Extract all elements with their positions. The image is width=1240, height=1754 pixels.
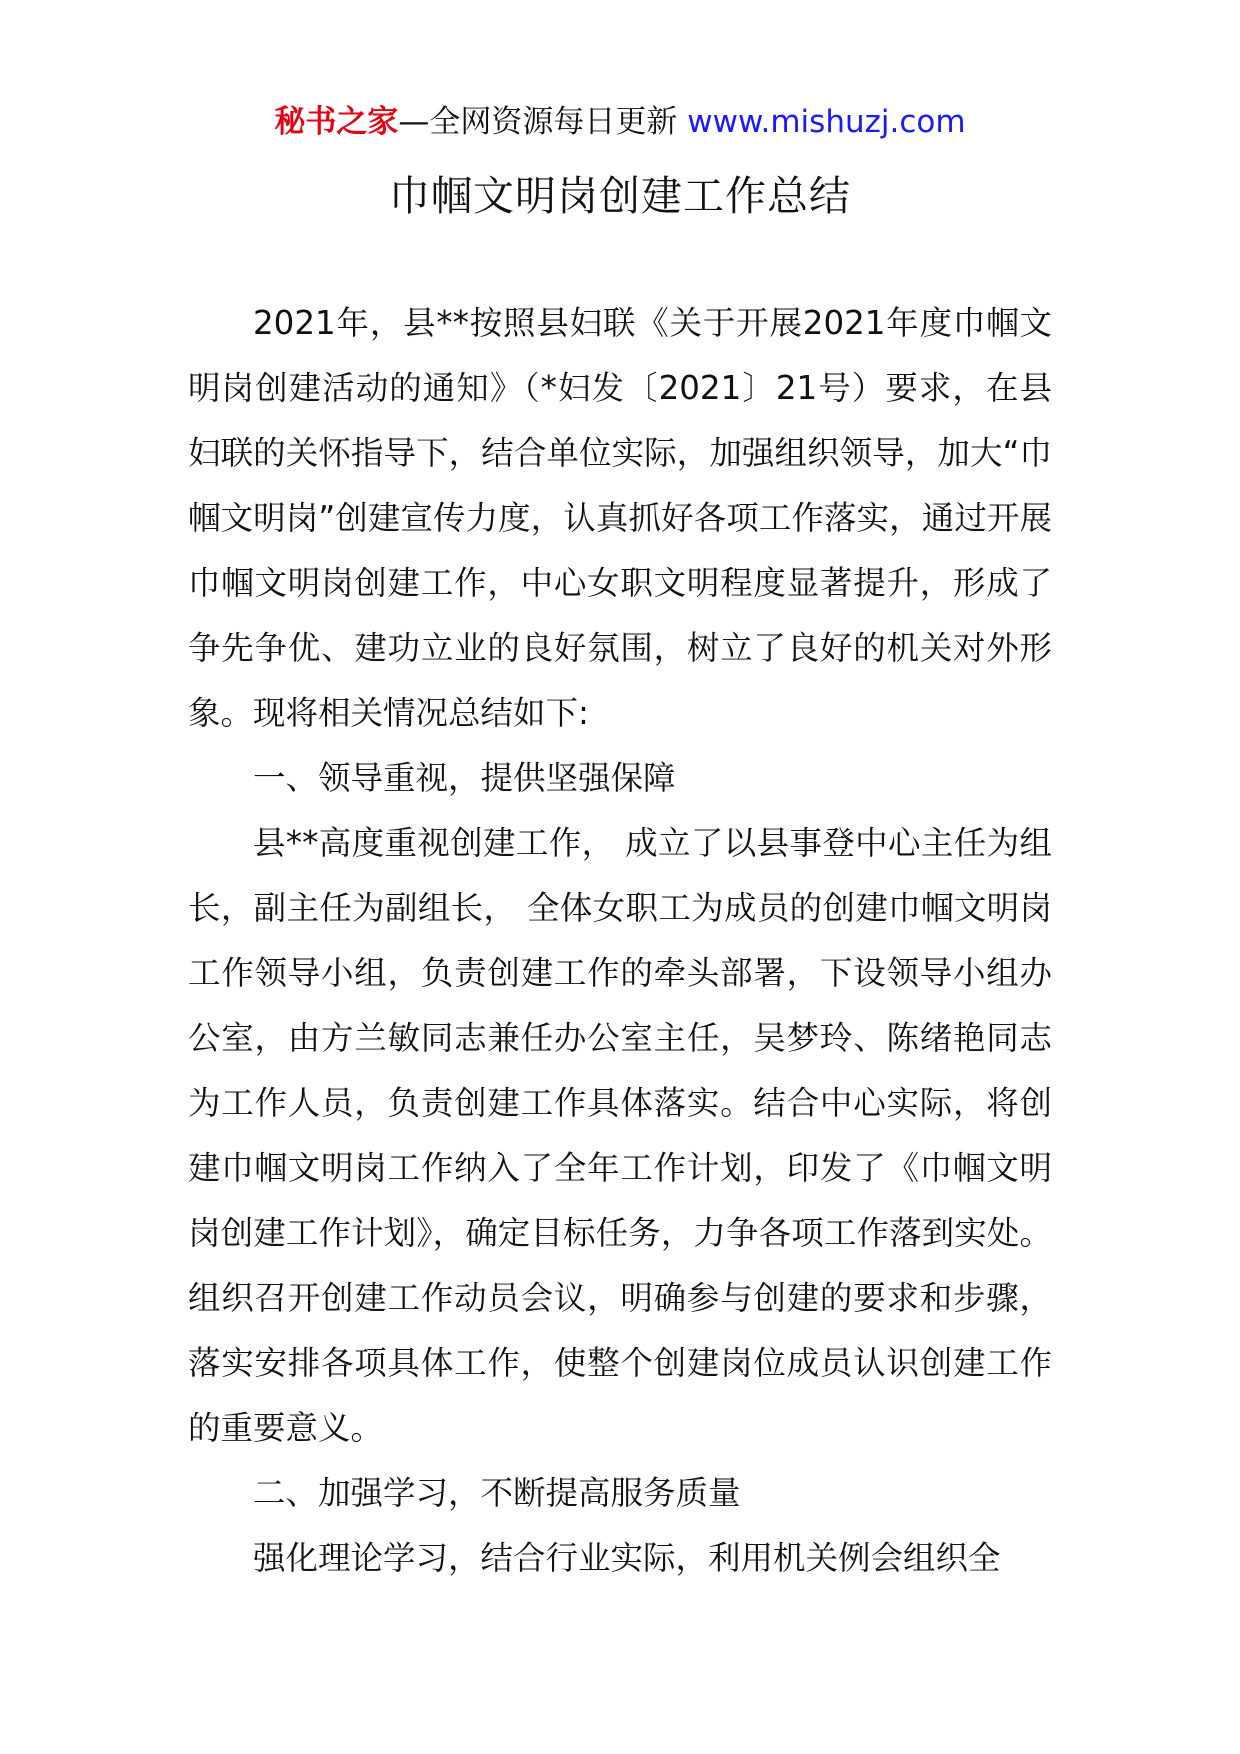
- brand-name: 秘书之家: [274, 104, 399, 140]
- site-url: www.mishuzj.com: [687, 104, 966, 140]
- section-heading-2: 二、加强学习，不断提高服务质量: [253, 1474, 741, 1512]
- section-heading-1: 一、领导重视，提供坚强保障: [253, 759, 676, 797]
- site-header: [0, 100, 1240, 144]
- header-tagline: —全网资源每日更新: [398, 104, 688, 140]
- paragraph-intro: 2021年，县**按照县妇联《关于开展2021年度巾帼文明岗创建活动的通知》（*妇发〔2021〕21号）要求，在县妇联的关怀指导下，结合单位实际，加强组织领导，加大“巾帼文明岗”创建宣传力度，认真抓好各项工作落实，通过开展巾帼文明岗创建工作，中心女职文明程度显著提升，形成了争先争优、建功立业的良好氛围，树立了良好的机关对外形象。现将相关情况总结如下:: [188, 304, 1052, 732]
- document-title: 巾帼文明岗创建工作总结: [389, 172, 851, 220]
- document-body: [188, 291, 1052, 1591]
- paragraph-section-1: 县**高度重视创建工作， 成立了以县事登中心主任为组长，副主任为副组长， 全体女职工为成员的创建巾帼文明岗工作领导小组，负责创建工作的牵头部署，下设领导小组办公室，由方兰敏同志兼任办公室主任，吴梦玲、陈绪艳同志为工作人员，负责创建工作具体落实。结合中心实际，将创建巾帼文明岗工作纳入了全年工作计划，印发了《巾帼文明岗创建工作计划》，确定目标任务，力争各项工作落到实处。组织召开创建工作动员会议，明确参与创建的要求和步骤，落实安排各项具体工作，使整个创建岗位成员认识创建工作的重要意义。: [188, 824, 1052, 1447]
- paragraph-section-2: 强化理论学习，结合行业实际，利用机关例会组织全: [253, 1539, 1001, 1577]
